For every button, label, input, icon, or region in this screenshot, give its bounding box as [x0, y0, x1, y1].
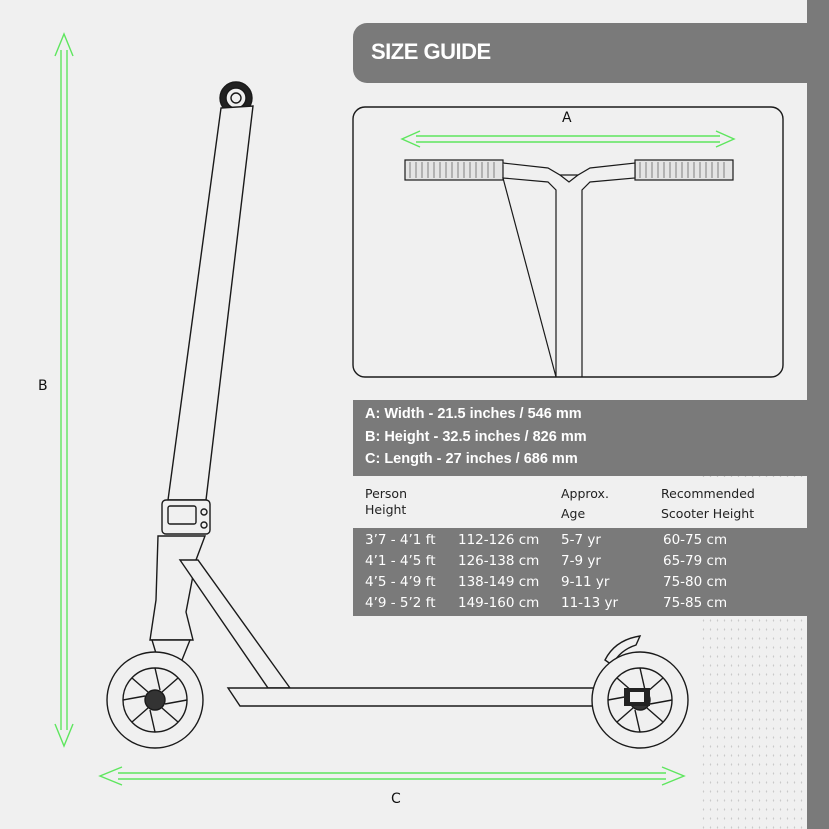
- row-4-scooter: 75-85 cm: [663, 595, 728, 611]
- row-4-age: 11-13 yr: [561, 595, 619, 611]
- dimension-arrow-b: [55, 34, 73, 746]
- row-2-cm: 126-138 cm: [458, 553, 540, 569]
- header-age-1: Approx.: [561, 486, 609, 501]
- dimension-length: C: Length - 27 inches / 686 mm: [365, 451, 578, 467]
- row-1-age: 5-7 yr: [561, 532, 601, 548]
- dimension-height: B: Height - 32.5 inches / 826 mm: [365, 429, 587, 445]
- rear-axle-slot: [630, 692, 644, 702]
- row-4-ft: 4’9 - 5’2 ft: [365, 595, 436, 611]
- size-table-body: [353, 528, 829, 616]
- dimension-width: A: Width - 21.5 inches / 546 mm: [365, 406, 582, 422]
- front-wheel: [107, 652, 203, 748]
- label-a: A: [562, 110, 572, 126]
- row-4-cm: 149-160 cm: [458, 595, 540, 611]
- page-title: SIZE GUIDE: [371, 39, 491, 64]
- label-c: C: [391, 791, 401, 807]
- size-guide-header: [353, 23, 829, 83]
- header-person-1: Person: [365, 486, 408, 501]
- label-b: B: [38, 378, 48, 394]
- dimension-arrow-c: [100, 767, 684, 785]
- row-2-ft: 4’1 - 4’5 ft: [365, 553, 436, 569]
- row-1-ft: 3’7 - 4’1 ft: [365, 532, 436, 548]
- row-3-age: 9-11 yr: [561, 574, 610, 590]
- row-2-age: 7-9 yr: [561, 553, 601, 569]
- row-2-scooter: 65-79 cm: [663, 553, 728, 569]
- header-person-2: Height: [365, 502, 407, 517]
- row-1-scooter: 60-75 cm: [663, 532, 728, 548]
- dimensions-panel: [353, 400, 807, 476]
- row-3-cm: 138-149 cm: [458, 574, 540, 590]
- row-3-ft: 4’5 - 4’9 ft: [365, 574, 436, 590]
- header-scooter-1: Recommended: [661, 486, 755, 501]
- header-age-2: Age: [561, 506, 586, 521]
- header-scooter-2: Scooter Height: [661, 506, 755, 521]
- row-3-scooter: 75-80 cm: [663, 574, 728, 590]
- size-table-header: [353, 477, 807, 528]
- row-1-cm: 112-126 cm: [458, 532, 540, 548]
